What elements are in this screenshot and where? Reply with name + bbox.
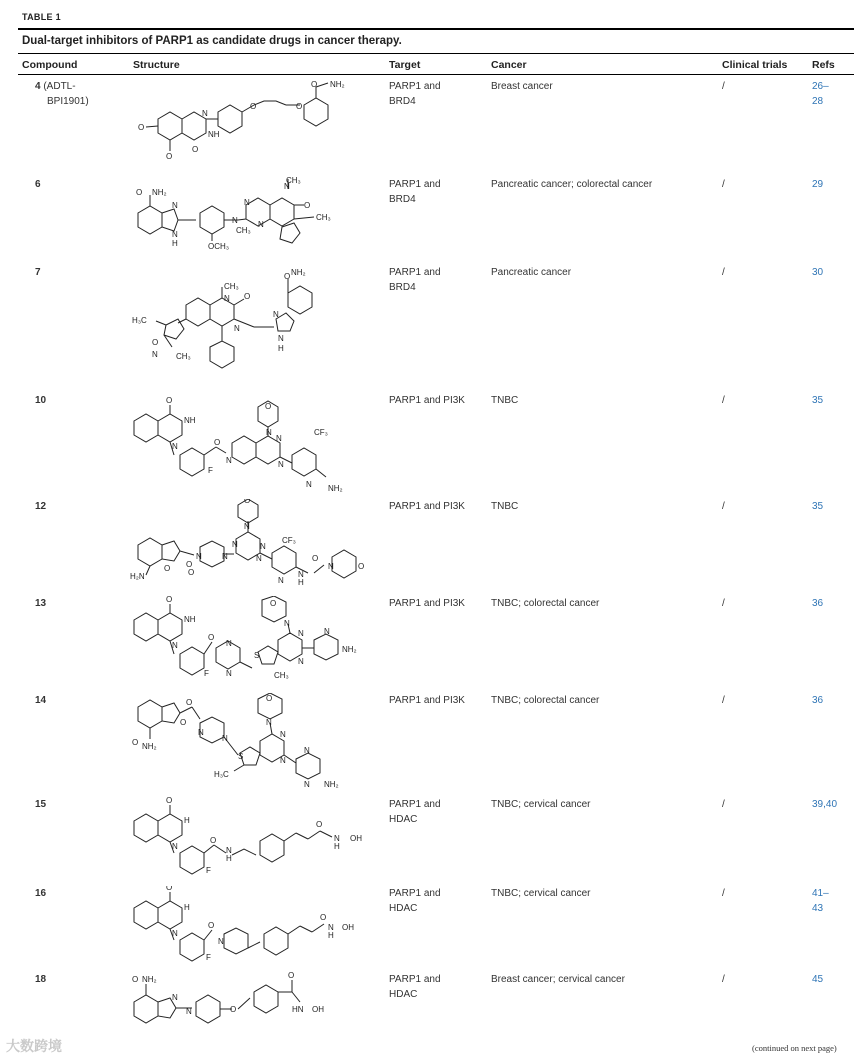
structure-drawing: [128, 797, 373, 881]
caption-rule: [18, 53, 854, 54]
atom-label: H₃C: [132, 316, 147, 325]
structure-drawing: [128, 265, 373, 387]
refs-link[interactable]: [812, 79, 852, 109]
header-refs: Refs: [812, 59, 835, 71]
target-cell: PARP1 and PI3K: [389, 695, 465, 706]
atom-label: N: [244, 198, 250, 207]
atom-label: O: [166, 596, 173, 604]
atom-label: NH₂: [330, 80, 345, 89]
compound-number: 10: [35, 395, 47, 406]
cancer-cell: TNBC: [491, 501, 519, 512]
atom-label: N: [186, 1007, 192, 1016]
atom-label: H: [226, 854, 232, 863]
header-clinical-trials: Clinical trials: [722, 59, 788, 71]
target-cell: PARP1 and PI3K: [389, 501, 465, 512]
atom-label: H₃C: [214, 770, 229, 779]
compound-number: 14: [35, 695, 47, 706]
atom-label: O: [210, 836, 217, 845]
atom-label: N: [298, 657, 304, 666]
table-row: [0, 886, 865, 970]
atom-label: N: [258, 220, 264, 229]
atom-label: N: [172, 230, 178, 239]
atom-label: H: [172, 239, 178, 248]
atom-label: CH₃: [224, 282, 239, 291]
atom-label: H: [334, 842, 340, 851]
structure-drawing: [128, 175, 373, 257]
atom-label: O: [284, 272, 291, 281]
atom-label: O: [316, 820, 323, 829]
atom-label: O: [188, 568, 195, 577]
atom-label: HN: [292, 1005, 304, 1014]
atom-label: S: [254, 651, 260, 660]
compound-name-cont: BPI1901): [47, 96, 89, 107]
compound-number: 12: [35, 501, 47, 512]
refs-link[interactable]: 39,40: [812, 799, 838, 810]
cancer-cell: TNBC; colorectal cancer: [491, 598, 600, 609]
continued-note: (continued on next page): [752, 1043, 837, 1053]
atom-label: N: [172, 641, 178, 650]
target-text-cont: HDAC: [389, 903, 418, 914]
atom-label: N: [324, 627, 330, 636]
refs-link[interactable]: 29: [812, 179, 824, 190]
atom-label: O: [186, 698, 193, 707]
clinical-trials-cell: /: [722, 598, 725, 609]
atom-label: O: [296, 102, 303, 111]
atom-label: N: [278, 576, 284, 585]
atom-label: OH: [342, 923, 354, 932]
compound-number: 4: [35, 81, 41, 92]
atom-label: N: [284, 182, 290, 191]
target-cell: PARP1 and PI3K: [389, 395, 465, 406]
atom-label: N: [226, 846, 232, 855]
compound-number: 13: [35, 598, 47, 609]
atom-label: N: [172, 201, 178, 210]
atom-label: N: [226, 639, 232, 648]
atom-label: N: [232, 540, 238, 549]
compound-name: (ADTL-: [43, 81, 76, 92]
atom-label: H: [278, 344, 284, 353]
refs-link[interactable]: 35: [812, 501, 824, 512]
clinical-trials-cell: /: [722, 974, 725, 985]
table-row: [0, 499, 865, 591]
atom-label: N: [334, 834, 340, 843]
clinical-trials-cell: /: [722, 501, 725, 512]
cancer-cell: TNBC; cervical cancer: [491, 799, 591, 810]
atom-label: O: [265, 402, 272, 411]
atom-label: N: [244, 522, 250, 531]
target-text: PARP1 and: [389, 267, 441, 278]
atom-label: NH₂: [142, 742, 157, 751]
atom-label: N: [224, 294, 230, 303]
atom-label: CF₃: [282, 536, 296, 545]
structure-drawing: [128, 972, 373, 1032]
compound-number: 16: [35, 888, 47, 899]
atom-label: N: [276, 434, 282, 443]
atom-label: O: [266, 694, 273, 703]
target-cell: [389, 886, 485, 916]
atom-label: N: [304, 746, 310, 755]
atom-label: N: [152, 350, 158, 359]
atom-label: N: [222, 734, 228, 743]
atom-label: H: [328, 931, 334, 940]
atom-label: O: [244, 292, 251, 301]
atom-label: NH: [184, 416, 196, 425]
atom-label: O: [166, 152, 173, 161]
atom-label: NH₂: [342, 645, 357, 654]
header-cancer: Cancer: [491, 59, 527, 71]
atom-label: O: [164, 564, 171, 573]
table-row: [0, 393, 865, 496]
atom-label: N: [280, 730, 286, 739]
compound-cell: [35, 797, 115, 812]
atom-label: N: [172, 442, 178, 451]
refs-link[interactable]: 45: [812, 974, 824, 985]
atom-label: H: [184, 816, 190, 825]
atom-label: H: [184, 903, 190, 912]
target-cell: PARP1 and PI3K: [389, 598, 465, 609]
atom-label: N: [304, 780, 310, 789]
atom-label: N: [280, 756, 286, 765]
header-target: Target: [389, 59, 421, 71]
atom-label: N: [328, 923, 334, 932]
atom-label: N: [226, 669, 232, 678]
cancer-cell: TNBC; cervical cancer: [491, 888, 591, 899]
atom-label: O: [166, 797, 173, 805]
refs-link[interactable]: 30: [812, 267, 824, 278]
refs-text-cont[interactable]: 43: [812, 903, 824, 914]
clinical-trials-cell: /: [722, 81, 725, 92]
compound-cell: [35, 596, 115, 611]
atom-label: O: [244, 499, 251, 505]
atom-label: F: [204, 669, 209, 678]
compound-number: 6: [35, 179, 41, 190]
target-text: PARP1 and: [389, 799, 441, 810]
atom-label: N: [273, 310, 279, 319]
atom-label: F: [208, 466, 213, 475]
atom-label: CH₃: [236, 226, 251, 235]
cancer-cell: Pancreatic cancer; colorectal cancer: [491, 179, 653, 190]
atom-label: OCH₃: [208, 242, 230, 251]
atom-label: N: [306, 480, 312, 489]
atom-label: CH₃: [274, 671, 289, 680]
atom-label: NH₂: [324, 780, 339, 789]
atom-label: O: [132, 738, 139, 747]
table-row: [0, 797, 865, 883]
refs-text[interactable]: 41–: [812, 888, 829, 899]
atom-label: O: [132, 975, 139, 984]
table-row: [0, 79, 865, 174]
compound-cell: [35, 177, 115, 192]
atom-label: NH₂: [291, 268, 306, 277]
compound-number: 15: [35, 799, 47, 810]
structure-drawing: [128, 499, 378, 589]
structure-drawing: [128, 886, 373, 968]
atom-label: CF₃: [314, 428, 328, 437]
atom-label: OH: [350, 834, 362, 843]
atom-label: N: [298, 629, 304, 638]
atom-label: N: [172, 929, 178, 938]
atom-label: OH: [312, 1005, 324, 1014]
compound-cell: [35, 972, 115, 987]
clinical-trials-cell: /: [722, 179, 725, 190]
table-row: [0, 265, 865, 390]
cancer-cell: Pancreatic cancer: [491, 267, 572, 278]
compound-number: 18: [35, 974, 47, 985]
target-text: PARP1 and: [389, 81, 441, 92]
table-row: [0, 693, 865, 793]
atom-label: CH₃: [316, 213, 331, 222]
atom-label: NH: [184, 615, 196, 624]
atom-label: N: [278, 460, 284, 469]
atom-label: N: [284, 619, 290, 628]
target-text: PARP1 and: [389, 888, 441, 899]
target-cell: [389, 797, 485, 827]
atom-label: N: [266, 718, 272, 727]
structure-drawing: [128, 79, 368, 171]
table-row: [0, 177, 865, 262]
atom-label: O: [312, 554, 319, 563]
compound-cell: [35, 693, 115, 708]
atom-label: O: [288, 972, 295, 980]
atom-label: F: [206, 866, 211, 875]
atom-label: N: [172, 842, 178, 851]
atom-label: N: [234, 324, 240, 333]
target-text-cont: BRD4: [389, 282, 416, 293]
cancer-cell: TNBC; colorectal cancer: [491, 695, 600, 706]
atom-label: O: [214, 438, 221, 447]
atom-label: O: [208, 921, 215, 930]
top-rule: [18, 28, 854, 30]
compound-cell: [35, 265, 115, 280]
structure-drawing: [128, 393, 373, 493]
atom-label: N: [222, 552, 228, 561]
compound-cell: [35, 79, 115, 109]
atom-label: N: [266, 428, 272, 437]
structure-drawing: [128, 693, 373, 791]
atom-label: NH₂: [152, 188, 167, 197]
atom-label: O: [166, 396, 173, 405]
refs-link[interactable]: [812, 886, 852, 916]
atom-label: O: [311, 80, 318, 89]
compound-cell: [35, 499, 115, 514]
atom-label: O: [186, 560, 193, 569]
atom-label: O: [304, 201, 311, 210]
atom-label: N: [218, 937, 224, 946]
atom-label: N: [298, 570, 304, 579]
target-cell: [389, 972, 485, 1002]
atom-label: O: [152, 338, 159, 347]
compound-number: 7: [35, 267, 41, 278]
table-caption: Dual-target inhibitors of PARP1 as candidate drugs in cancer therapy.: [22, 35, 402, 47]
atom-label: N: [260, 542, 266, 551]
refs-link[interactable]: 36: [812, 695, 824, 706]
atom-label: O: [270, 599, 277, 608]
atom-label: O: [230, 1005, 237, 1014]
clinical-trials-cell: /: [722, 799, 725, 810]
refs-text[interactable]: 26–: [812, 81, 829, 92]
atom-label: CH₃: [286, 176, 301, 185]
atom-label: N: [232, 216, 238, 225]
atom-label: N: [198, 728, 204, 737]
target-text: PARP1 and: [389, 179, 441, 190]
atom-label: N: [202, 109, 208, 118]
target-cell: [389, 79, 485, 109]
target-text: PARP1 and: [389, 974, 441, 985]
atom-label: O: [192, 145, 199, 154]
atom-label: NH: [208, 130, 220, 139]
clinical-trials-cell: /: [722, 395, 725, 406]
header-rule: [18, 74, 854, 75]
refs-link[interactable]: 35: [812, 395, 824, 406]
atom-label: O: [180, 718, 187, 727]
refs-link[interactable]: 36: [812, 598, 824, 609]
target-text-cont: HDAC: [389, 814, 418, 825]
clinical-trials-cell: /: [722, 695, 725, 706]
atom-label: O: [136, 188, 143, 197]
atom-label: N: [256, 554, 262, 563]
header-compound: Compound: [22, 59, 78, 71]
atom-label: N: [278, 334, 284, 343]
table-row: [0, 972, 865, 1034]
atom-label: H: [298, 578, 304, 587]
atom-label: N: [328, 562, 334, 571]
table-row: [0, 596, 865, 688]
refs-text-cont[interactable]: 28: [812, 96, 824, 107]
target-text-cont: BRD4: [389, 194, 416, 205]
atom-label: O: [320, 913, 327, 922]
target-cell: [389, 265, 485, 295]
compound-cell: [35, 886, 115, 901]
atom-label: F: [206, 953, 211, 962]
cancer-cell: TNBC: [491, 395, 519, 406]
header-structure: Structure: [133, 59, 180, 71]
cancer-cell: Breast cancer; cervical cancer: [491, 974, 625, 985]
atom-label: N: [196, 552, 202, 561]
table-label: TABLE 1: [22, 12, 61, 22]
atom-label: O: [250, 102, 257, 111]
atom-label: N: [172, 993, 178, 1002]
clinical-trials-cell: /: [722, 267, 725, 278]
atom-label: CH₃: [176, 352, 191, 361]
atom-label: O: [208, 633, 215, 642]
atom-label: S: [238, 752, 244, 761]
atom-label: NH₂: [328, 484, 343, 493]
structure-drawing: [128, 596, 373, 686]
atom-label: N: [226, 456, 232, 465]
atom-label: O: [358, 562, 365, 571]
target-cell: [389, 177, 485, 207]
atom-label: NH₂: [142, 975, 157, 984]
atom-label: H₂N: [130, 572, 145, 581]
target-text-cont: HDAC: [389, 989, 418, 1000]
cancer-cell: Breast cancer: [491, 81, 553, 92]
atom-label: O: [138, 123, 145, 132]
watermark-logo: 大数跨境: [6, 1038, 62, 1054]
compound-cell: [35, 393, 115, 408]
target-text-cont: BRD4: [389, 96, 416, 107]
clinical-trials-cell: /: [722, 888, 725, 899]
atom-label: O: [166, 886, 173, 892]
